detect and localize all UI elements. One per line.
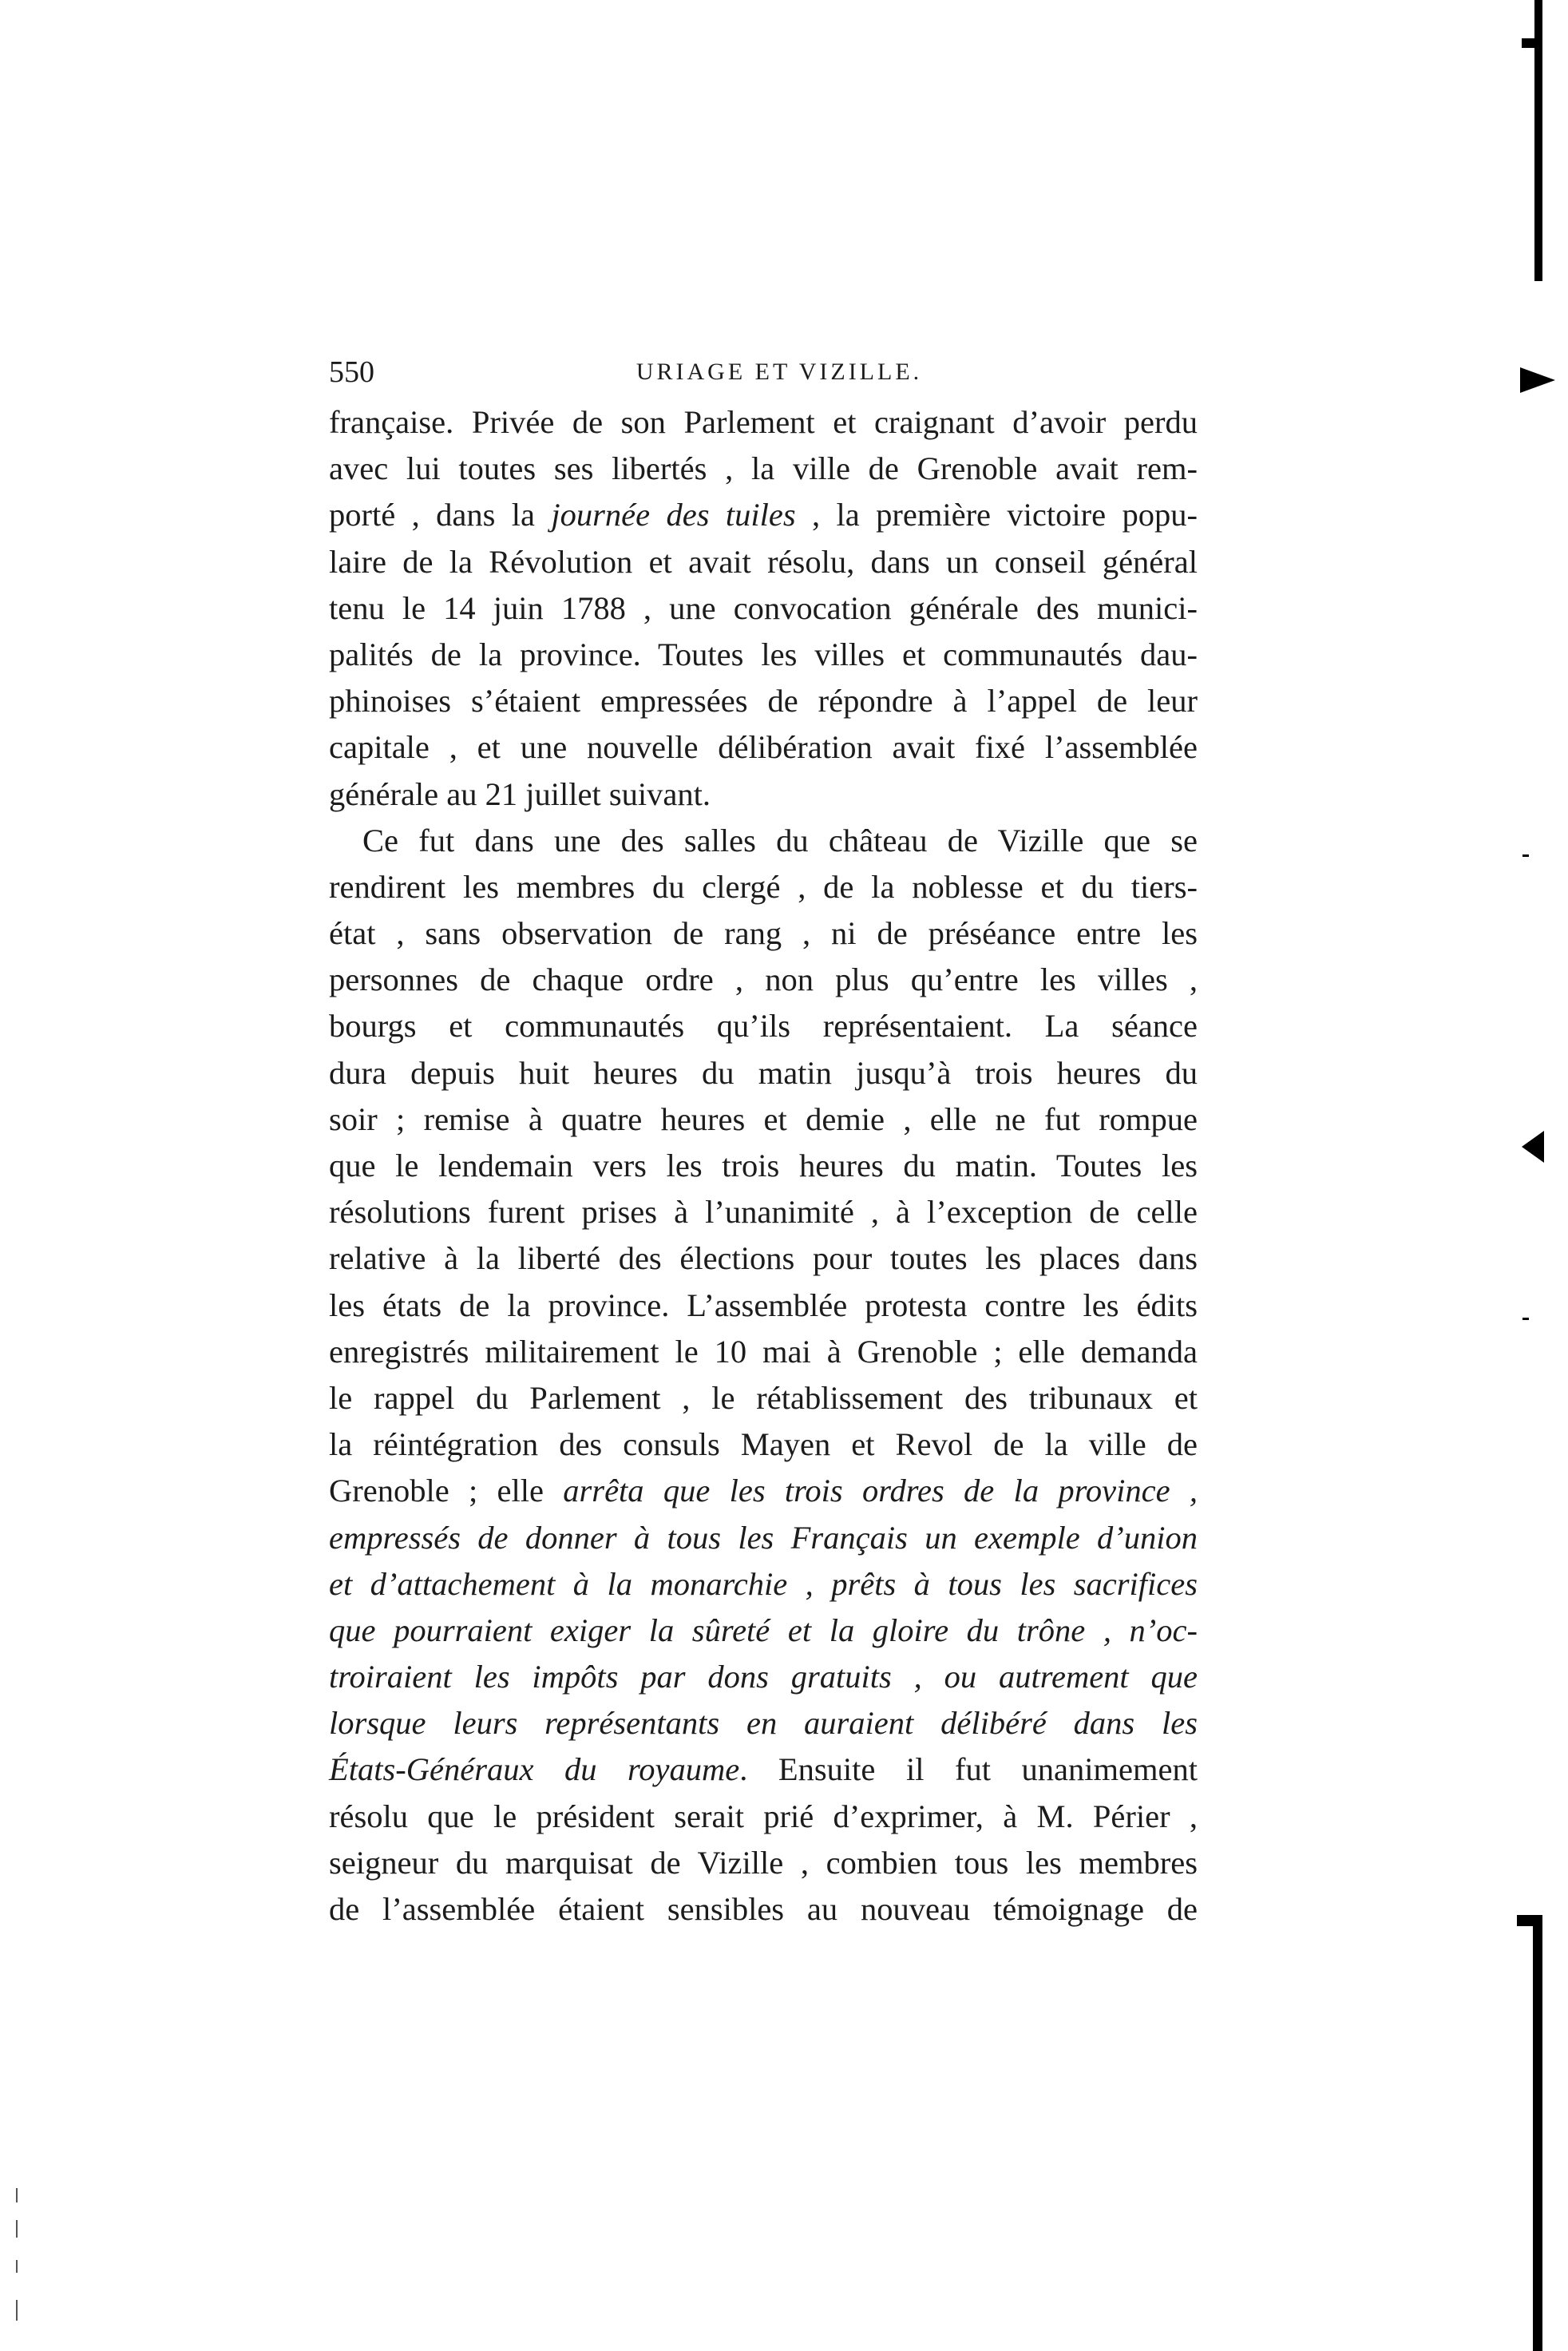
text-line <box>329 1329 1198 1375</box>
italic-text-segment: troiraient les impôts par dons gratuits , ou autrement que <box>329 1659 1198 1695</box>
text-line <box>329 1515 1198 1561</box>
text-segment: état , sans observation de rang , ni de préséance entre les <box>329 915 1198 952</box>
text-segment: laire de la Révolution et avait résolu, dans un conseil général <box>329 543 1198 580</box>
text-segment: de l’assemblée étaient sensibles au nouveau témoignage de <box>329 1891 1198 1927</box>
text-segment: seigneur du marquisat de Vizille , combien tous les membres <box>329 1844 1198 1881</box>
text-segment: bourgs et communautés qu’ils représentaient. La séance <box>329 1008 1198 1045</box>
italic-text-segment: que pourraient exiger la sûreté et la gloire du trône , n’oc- <box>329 1612 1198 1648</box>
italic-text-segment: journée des tuiles <box>551 497 796 533</box>
scan-edge-notch-top <box>1522 38 1539 48</box>
text-line <box>329 678 1198 724</box>
text-line <box>329 1886 1198 1933</box>
text-line <box>329 1235 1198 1282</box>
running-head <box>329 353 1198 391</box>
italic-text-segment: arrêta que les trois ordres de la province , <box>563 1473 1198 1509</box>
text-segment: , la première victoire popu- <box>795 497 1198 533</box>
text-line <box>329 910 1198 957</box>
text-segment: . Ensuite il fut unanimement <box>739 1751 1198 1788</box>
text-segment: porté , dans la <box>329 497 552 533</box>
text-segment: résolutions furent prises à l’unanimité , à l’exception de celle <box>329 1194 1198 1231</box>
text-line <box>329 1468 1198 1514</box>
italic-text-segment: lorsque leurs représentants en auraient délibéré dans les <box>329 1705 1198 1742</box>
text-line <box>329 492 1198 538</box>
italic-text-segment: et d’attachement à la monarchie , prêts à tous les sacrifices <box>329 1565 1198 1602</box>
text-line <box>329 1283 1198 1329</box>
text-line <box>329 1003 1198 1049</box>
text-segment: relative à la liberté des élections pour toutes les places dans <box>329 1240 1198 1277</box>
text-line <box>329 1096 1198 1143</box>
text-line <box>329 1700 1198 1746</box>
scan-edge-bar-bottom <box>1533 1915 1542 2351</box>
scan-edge-notch-bottom <box>1517 1915 1541 1926</box>
text-segment: palités de la province. Toutes les villes et communautés dau- <box>329 636 1198 672</box>
text-line <box>329 1654 1198 1700</box>
text-line <box>329 632 1198 678</box>
italic-text-segment: empressés de donner à tous les Français un exemple d’union <box>329 1519 1198 1556</box>
text-line <box>329 864 1198 910</box>
text-line <box>329 1375 1198 1421</box>
scan-tick-mark <box>1522 854 1529 857</box>
scan-speck <box>16 2260 18 2273</box>
text-segment: résolu que le président serait prié d’exprimer, à M. Périer , <box>329 1798 1198 1834</box>
text-line <box>329 539 1198 585</box>
scan-arrow-mark-middle <box>1522 1131 1544 1163</box>
body-text <box>329 399 1198 1933</box>
scan-tick-mark <box>1522 1318 1529 1320</box>
text-segment: générale au 21 juillet suivant. <box>329 775 711 812</box>
text-line <box>329 1561 1198 1608</box>
text-segment: phinoises s’étaient empressées de répondre à l’appel de leur <box>329 683 1198 720</box>
text-line <box>329 1794 1198 1840</box>
text-line <box>329 1746 1198 1793</box>
italic-text-segment: États-Généraux du royaume <box>329 1751 740 1788</box>
text-segment: tenu le 14 juin 1788 , une convocation générale des munici- <box>329 589 1198 626</box>
scan-speck <box>16 2188 18 2202</box>
text-line <box>329 724 1198 771</box>
text-segment: Ce fut dans une des salles du château de Vizille que se <box>362 822 1198 858</box>
text-line <box>329 957 1198 1003</box>
running-title: URIAGE ET VIZILLE. <box>636 359 923 385</box>
text-segment: que le lendemain vers les trois heures du matin. Toutes les <box>329 1148 1198 1183</box>
text-line <box>329 1189 1198 1235</box>
text-segment: française. Privée de son Parlement et craignant d’avoir perdu <box>329 404 1198 440</box>
text-line <box>329 1421 1198 1468</box>
text-segment: personnes de chaque ordre , non plus qu’entre les villes , <box>329 961 1198 998</box>
text-segment: la réintégration des consuls Mayen et Revol de la ville de <box>329 1426 1198 1463</box>
text-line <box>329 1050 1198 1096</box>
text-line <box>329 1840 1198 1886</box>
text-line <box>329 818 1198 864</box>
text-line <box>329 1143 1198 1189</box>
text-line <box>329 1608 1198 1654</box>
text-segment: enregistrés militairement le 10 mai à Grenoble ; elle demanda <box>329 1333 1198 1370</box>
text-segment: avec lui toutes ses libertés , la ville de Grenoble avait rem- <box>329 450 1198 487</box>
page-number: 550 <box>329 355 374 389</box>
text-segment: soir ; remise à quatre heures et demie , elle ne fut rompue <box>329 1100 1198 1137</box>
scan-speck <box>16 2220 18 2238</box>
text-line <box>329 585 1198 632</box>
text-line <box>329 399 1198 446</box>
scan-arrow-mark-upper <box>1520 367 1555 393</box>
scan-speck <box>16 2300 18 2321</box>
text-segment: rendirent les membres du clergé , de la noblesse et du tiers- <box>329 868 1198 905</box>
text-segment: capitale , et une nouvelle délibération avait fixé l’assemblée <box>329 729 1198 766</box>
text-segment: les états de la province. L’assemblée protesta contre les édits <box>329 1287 1198 1323</box>
text-line <box>329 446 1198 492</box>
text-segment: dura depuis huit heures du matin jusqu’à trois heures du <box>329 1054 1198 1091</box>
text-line <box>329 771 1198 818</box>
text-segment: Grenoble ; elle <box>329 1473 564 1509</box>
text-segment: le rappel du Parlement , le rétablissement des tribunaux et <box>329 1379 1198 1416</box>
